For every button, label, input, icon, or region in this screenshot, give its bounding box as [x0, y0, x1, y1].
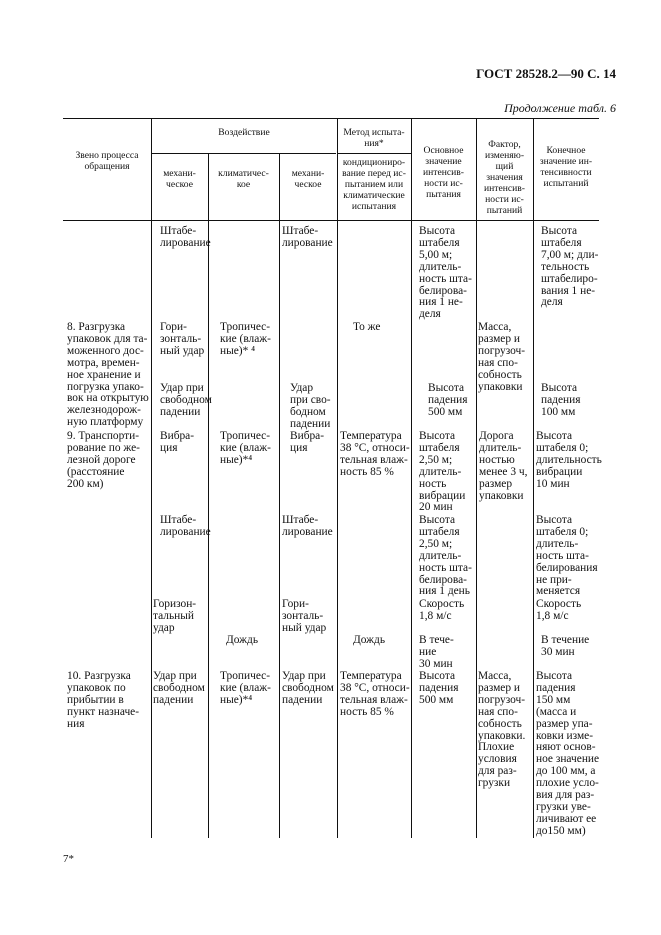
table-cell: Масса, размер и погрузоч- ная спо- собность упаковки — [478, 321, 526, 393]
table-cell: Удар при свободном падении — [153, 670, 205, 706]
table-cell: Дождь — [353, 634, 386, 646]
table-cell: Штабе- лирование — [160, 225, 211, 249]
table-cell: Тропичес- кие (влаж- ные)*⁴ — [220, 670, 271, 706]
table-cell: Вибра- ция — [160, 430, 195, 454]
table-cell: Высота штабеля 2,50 м; длитель- ность шта- белирова- ния 1 день — [419, 514, 472, 598]
table-cell: Тропичес- кие (влаж- ные)* ⁴ — [220, 321, 271, 357]
table-cell: Дождь — [226, 634, 259, 646]
header-test-method: Метод испыта- ния* — [343, 127, 405, 149]
table-cell: В тече- ние 30 мин — [419, 634, 454, 670]
table-cell: Гори- зонталь- ный удар — [282, 598, 327, 634]
header-climatic: климатичес- кое — [218, 168, 269, 190]
table-cell: Температура 38 °С, относи- тельная влаж- ность 85 % — [340, 670, 410, 718]
table-cell-stage: 10. Разгрузка упаковок по прибытии в пункт назначе- ния — [67, 670, 140, 730]
table-cell: Удар при сво- бодном падении — [290, 382, 331, 430]
table-cell: Высота штабеля 7,00 м; дли- тельность штабелиро- вания 1 не- деля — [541, 225, 599, 309]
table-cell: Высота штабеля 5,00 м; длитель- ность шта- белирова- ния 1 не- деля — [419, 225, 472, 321]
table-cell: Скорость 1,8 м/с — [419, 598, 465, 622]
table-cell: Дорога длитель- ностью менее 3 ч, размер упаковки — [479, 430, 528, 502]
table-cell: Высота штабеля 0; длительность вибрации 10 мин — [536, 430, 602, 490]
table-cell: Температура 38 °С, относи- тельная влаж- ность 85 % — [340, 430, 410, 478]
header-conditioning: кондициониро- вание перед ис- пытанием или климатические испытания — [342, 157, 406, 212]
table-cell-stage: 8. Разгрузка упаковок для та- моженного дос- мотра, времен- ное хранение и погрузка упако- вок на открытую железнодорож- ную платформу — [67, 321, 149, 429]
table-continuation-label: Продолжение табл. 6 — [504, 101, 616, 115]
header-stage: Звено процесса обращения — [75, 150, 139, 172]
document-title: ГОСТ 28528.2—90 С. 14 — [476, 66, 616, 81]
header-basic-value: Основное значение интенсив- ности ис- пытания — [423, 145, 464, 200]
table-cell: Скорость 1,8 м/с — [536, 598, 582, 622]
table-cell: Масса, размер и погрузоч- ная спо- собность упаковки. Плохие условия для раз- грузки — [478, 670, 526, 790]
table-cell: Высота штабеля 2,50 м; длитель- ность вибрации 20 мин — [419, 430, 466, 514]
table-cell: Штабе- лирование — [282, 514, 333, 538]
table-cell: Горизон- тальный удар — [153, 598, 197, 634]
table-cell: В течение 30 мин — [541, 634, 590, 658]
header-final-value: Конечное значение ин- тенсивности испытаний — [539, 145, 593, 189]
header-mechanical-2: механи- ческое — [291, 168, 325, 190]
table-cell: Высота падения 500 мм — [428, 382, 468, 418]
header-mechanical-1: механи- ческое — [163, 168, 196, 190]
table-cell: Удар при свободном падении — [282, 670, 334, 706]
table-cell: Вибра- ция — [290, 430, 325, 454]
table-cell-stage: 9. Транспорти- рование по же- лезной дороге (расстояние 200 км) — [67, 430, 140, 490]
table-cell: Удар при свободном падении — [160, 382, 212, 418]
table-cell: То же — [353, 321, 381, 333]
table-cell: Высота падения 500 мм — [419, 670, 459, 706]
table-cell: Штабе- лирование — [160, 514, 211, 538]
page-footnote-mark: 7* — [63, 853, 74, 865]
table-cell: Высота падения 100 мм — [541, 382, 581, 418]
header-impact: Воздействие — [218, 127, 270, 138]
table-cell: Штабе- лирование — [282, 225, 333, 249]
header-factor: Фактор, изменяю- щий значения интенсив- ности ис- пытаний — [484, 139, 525, 216]
table-cell: Тропичес- кие (влаж- ные)*⁴ — [220, 430, 271, 466]
table-cell: Высота падения 150 мм (масса и размер упа- ковки изме- няют основ- ное значение до 100 мм, а плохие усло- вия для раз- грузки уве- личивают ее до150 мм) — [536, 670, 600, 837]
table-cell: Гори- зонталь- ный удар — [160, 321, 205, 357]
table-cell: Высота штабеля 0; длитель- ность шта- белирования не при- меняется — [536, 514, 598, 598]
